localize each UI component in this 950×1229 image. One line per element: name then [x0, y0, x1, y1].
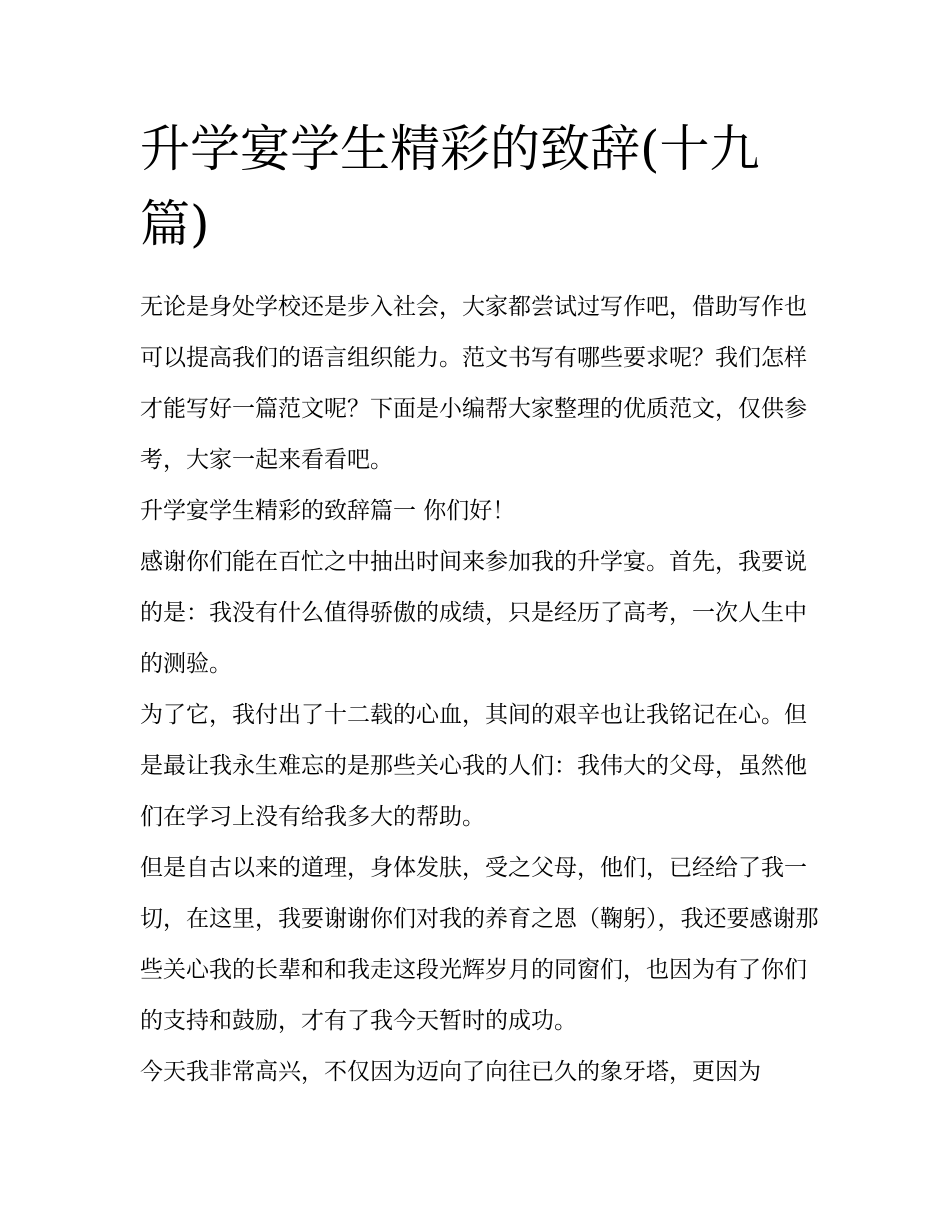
paragraph-intro: 无论是身处学校还是步入社会，大家都尝试过写作吧，借助写作也可以提高我们的语言组织能力。范文书写有哪些要求呢？我们怎样才能写好一篇范文呢？下面是小编帮大家整理的优质范文，仅供参考，大家一起来看看吧。: [140, 294, 807, 473]
paragraph-gratitude: 但是自古以来的道理，身体发肤，受之父母，他们，已经给了我一切，在这里，我要谢谢你们对我的养育之恩（鞠躬），我还要感谢那些关心我的长辈和和我走这段光辉岁月的同窗们，也因为有了你们的支持和鼓励，才有了我今天暂时的成功。: [140, 855, 819, 1034]
document-body: [140, 282, 820, 1098]
paragraph-closing: 今天我非常高兴，不仅因为迈向了向往已久的象牙塔，更因为: [140, 1059, 761, 1085]
paragraph-thanks: 感谢你们能在百忙之中抽出时间来参加我的升学宴。首先，我要说的是：我没有什么值得骄傲的成绩，只是经历了高考，一次人生中的测验。: [140, 549, 807, 677]
document-title: 升学宴学生精彩的致辞(十九篇): [140, 120, 760, 253]
paragraph-section-heading: 升学宴学生精彩的致辞篇一 你们好！: [140, 498, 516, 524]
paragraph-parents: 为了它，我付出了十二载的心血，其间的艰辛也让我铭记在心。但是最让我永生难忘的是那些关心我的人们：我伟大的父母，虽然他们在学习上没有给我多大的帮助。: [140, 702, 807, 830]
